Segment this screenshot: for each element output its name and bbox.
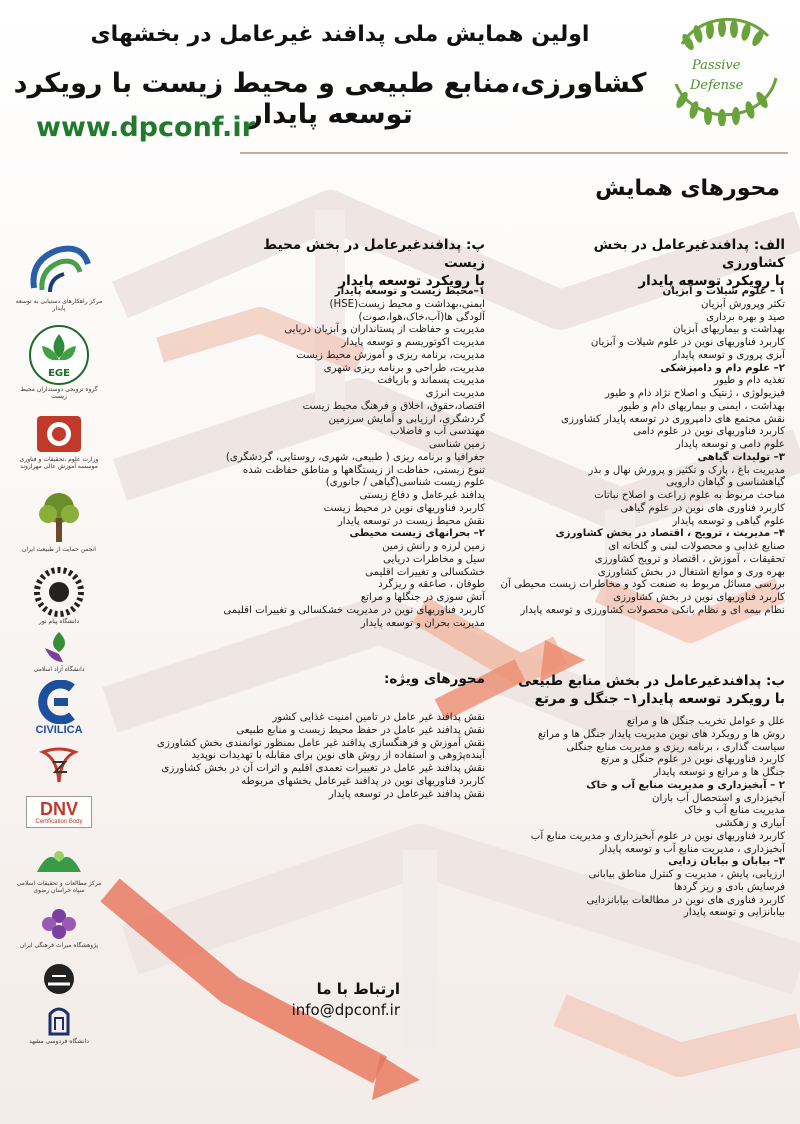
topic-item: ۳– تولیدات گیاهی — [697, 451, 785, 463]
topic-item: روش ها و رویکرد های نوین مدیریت پایدار جنگل ها و مراتع — [537, 728, 785, 740]
topic-item: نقش پدافند غیر عامل در تامین امنیت غذایی کشور — [272, 712, 485, 723]
tree-icon — [36, 490, 82, 546]
contact-email[interactable]: info@dpconf.ir — [291, 1001, 400, 1019]
ministry-emblem-icon — [33, 412, 85, 456]
topic-item: نقش آموزش و فرهنگسازی پدافند غیر عامل بمنظور توانمندی بخش کشاورزی — [156, 737, 485, 749]
topic-item: گیاهشناسی و گیاهان دارویی — [666, 477, 785, 489]
topic-item: ۲– علوم دام و دامپزشکی — [660, 362, 785, 374]
section-heading-line: با رویکرد توسعه پایدار — [338, 273, 485, 289]
topic-item: مدیریت بحران و توسعه پایدار — [360, 617, 485, 629]
section-heading-line: با رویکرد توسعه پایدار — [638, 273, 785, 289]
topic-item: تنوع زیستی، حفاظت از زیستگاهها و مناطق حفاظت شده — [242, 464, 485, 476]
section-agriculture-heading — [540, 236, 785, 290]
sponsor-caption: مرکز مطالعات و تحقیقات اسلامی سپاه خراسان رضوی — [16, 880, 102, 894]
topic-item: فرسایش بادی و ریز گردها — [673, 881, 785, 893]
special-topics-list — [110, 712, 485, 801]
topic-item: آبیاری و زهکشی — [715, 818, 785, 829]
logo-text-passive: Passive — [692, 58, 741, 73]
topic-item: جنگل ها و مراتع و توسعه پایدار — [653, 767, 785, 778]
azad-emblem-icon — [39, 630, 79, 666]
topic-item: کاربرد فناوری های نوین در علوم گیاهی — [620, 502, 785, 514]
topic-item: تغذیه دام و طیور — [713, 375, 785, 387]
topic-item: ۴– مدیریت ، ترویج ، اقتصاد در بخش کشاورزی — [555, 528, 785, 540]
topic-item: زمین شناسی — [428, 439, 485, 450]
topic-item: ۲ – آبخیزداری و مدیریت منابع آب و خاک — [586, 779, 785, 791]
sponsor-sidebar — [14, 240, 104, 1045]
sponsor-caption: گروه ترویجی دوستداران محیط زیست — [20, 386, 98, 400]
topic-item: بهداشت ، ایمنی و بیماریهای دام و طیور — [618, 400, 785, 412]
section-special-topics-heading — [260, 670, 485, 688]
topic-item: نقش مجتمع های دامپروری در توسعه پایدار کشاورزی — [561, 413, 785, 425]
sponsor-logo-nature-society — [14, 490, 104, 553]
sponsor-logo-ministry — [14, 412, 104, 470]
topic-item: مهندسی آب و فاضلاب — [390, 426, 485, 438]
ege-logo-text: EGE — [48, 368, 70, 379]
topic-item: آتش سوزی در جنگلها و مراتع — [360, 592, 485, 603]
topic-item: ارزیابی، پایش ، مدیریت و کنترل مناطق بیابانی — [588, 869, 785, 880]
sponsor-logo-civilica — [14, 680, 104, 736]
topic-item: آبخیزداری و استحصال آب باران — [651, 792, 785, 804]
environment-topics-list — [190, 286, 485, 630]
topic-item: ۲– بحرانهای زیست محیطی — [349, 528, 485, 540]
topic-item: آینده‌پژوهی و استفاده از روش های نوین برای مقابله با تهدیدات نوپدید — [191, 750, 485, 762]
sponsor-caption: دانشگاه پیام نور — [38, 618, 80, 625]
topic-item: گردشگری، ارزیابی و آمایش سرزمین — [328, 413, 485, 425]
topic-item: صید و بهره برداری — [706, 311, 785, 323]
topic-item: بهره وری و موانع اشتغال در بخش کشاورزی — [597, 566, 785, 578]
section-heading-line: محورهای ویژه: — [383, 671, 485, 687]
topic-item: مدیریت باغ ، پارک و تکثیر و پرورش نهال و بذر — [588, 464, 785, 476]
payame-noor-emblem-icon — [33, 566, 85, 618]
topic-item: مدیریت، برنامه ریزی و آموزش محیط زیست — [296, 349, 485, 361]
dnv-text: DNV — [39, 799, 78, 819]
topic-item: ۳– بیابان و بیابان زدایی — [668, 856, 785, 868]
topic-item: آبزی پروری و توسعه پایدار — [672, 349, 785, 361]
section-natural-resources-heading — [470, 672, 785, 708]
topic-item: جغرافیا و برنامه ریزی ( طبیعی، شهری، روستایی، گردشگری) — [225, 451, 485, 463]
topic-item: بیابانزایی و توسعه پایدار — [683, 907, 785, 919]
topic-item: مدیریت اکوتوریسم و توسعه پایدار — [341, 337, 485, 348]
heritage-flower-icon — [38, 906, 80, 942]
topic-item: نقش پدافند غیر عامل در حفظ محیط زیست و منابع طبیعی — [236, 724, 485, 736]
topic-item: نظام بیمه ای و نظام بانکی محصولات کشاورزی و توسعه پایدار — [520, 604, 785, 616]
topic-item: سیاست گذاری ، برنامه ریزی و مدیریت منابع جنگلی — [566, 741, 785, 753]
topic-item: نقش پدافند غیر عامل در تغییرات تعمدی اقلیم و اثرات آن در بخش کشاورزی — [161, 763, 485, 774]
topic-item: نقش پدافند غیرعامل در توسعه پایدار — [328, 788, 485, 800]
oval-emblem-icon — [42, 962, 76, 996]
topic-item: بررسی مسائل مربوط به صنعت کود و مخاطرات زیست محیطی آن — [500, 579, 785, 591]
sponsor-logo-oval — [14, 962, 104, 996]
civilica-c-icon — [30, 680, 88, 724]
sponsor-logo-phoenix — [14, 742, 104, 786]
sponsor-logo-sustainable-dev — [14, 240, 104, 312]
topic-item: کاربرد فناوریهای نوین در مدیریت خشکسالی و تغییرات اقلیمی — [223, 604, 485, 616]
topic-item: علوم دامی و توسعه پایدار — [675, 439, 785, 450]
section-heading-line: پ: پدافندغیرعامل در بخش محیط زیست — [263, 237, 485, 271]
conference-title-line1: اولین همایش ملی پدافند غیرعامل در بخشهای — [90, 22, 590, 47]
topic-item: ۱–محیط زیست و توسعه پایدار — [334, 286, 485, 297]
conference-topics-heading: محورهای همایش — [595, 176, 780, 201]
natural-resources-topics-list — [520, 716, 785, 920]
topic-item: کاربرد فناوریهای نوین در بخش کشاورزی — [613, 592, 785, 603]
topic-item: ایمنی،بهداشت و محیط زیست(HSE) — [329, 298, 485, 310]
sponsor-caption: مرکز راهکارهای دستیابی به توسعه پایدار — [15, 298, 103, 312]
swirl-logo-icon — [24, 240, 94, 298]
topic-item: آلودگی ها(آب،خاک،هوا،صوت) — [358, 311, 485, 323]
sponsor-logo-ferdowsi — [14, 1004, 104, 1045]
topic-item: علوم گیاهی و توسعه پایدار — [672, 515, 785, 527]
topic-item: مباحث مربوط به علوم زراعت و اصلاح نباتات — [594, 490, 785, 501]
sponsor-caption: پژوهشگاه میراث فرهنگی ایران — [19, 942, 99, 949]
contact-title: ارتباط با ما — [316, 980, 400, 998]
civilica-label: CIVILICA — [35, 724, 83, 736]
topic-item: کاربرد فناوریهای نوین در محیط زیست — [323, 502, 485, 514]
topic-item: بهداشت و بیماریهای آبزیان — [672, 324, 785, 336]
topic-item: مدیریت منابع آب و خاک — [684, 805, 785, 817]
topic-item: تکثر وپرورش آبزیان — [701, 298, 785, 310]
topic-item: کاربرد فناوریهای نوین در علوم آبخیزداری و مدیریت منابع آب — [530, 830, 785, 842]
sponsor-logo-azad-university — [14, 630, 104, 673]
topic-item: زمین لرزه و رانش زمین — [382, 541, 485, 552]
topic-item: فیزیولوژی ، ژنتیک و اصلاح نژاد دام و طیور — [605, 388, 785, 399]
dnv-subtext: Certification Body — [35, 819, 83, 825]
topic-item: پدافند غیرعامل و دفاع زیستی — [359, 490, 485, 501]
sponsor-caption: انجمن حمایت از طبیعت ایران — [22, 546, 96, 553]
header-divider — [240, 152, 788, 154]
islamic-studies-emblem-icon — [31, 844, 87, 880]
sponsor-caption: دانشگاه فردوسی مشهد — [29, 1038, 89, 1045]
logo-text-defense: Defense — [690, 78, 744, 93]
topic-item: کاربرد فناوریهای نوین در پدافند غیرعامل بخشهای مربوطه — [241, 775, 485, 787]
topic-item: نقش محیط زیست در توسعه پایدار — [337, 515, 485, 527]
topic-item: کاربرد فناوریهای نوین در علوم دامی — [632, 426, 785, 438]
ege-leaf-icon — [28, 324, 90, 386]
topic-item: مدیریت انرژی — [425, 388, 485, 399]
topic-item: علوم زیست شناسی(گیاهی / جانوری) — [325, 477, 485, 489]
conference-title-line2: کشاورزی،منابع طبیعی و محیط زیست با رویکرد توسعه پایدار — [13, 68, 647, 130]
sponsor-logo-islamic-studies — [14, 844, 104, 894]
topic-item: کاربرد فناوری های نوین در مطالعات بیابانزدایی — [586, 894, 785, 906]
topic-item: ۱ – علوم شیلات و آبزیان — [662, 286, 785, 297]
sponsor-logo-ege — [14, 324, 104, 400]
ferdowsi-emblem-icon — [46, 1004, 72, 1038]
section-environment-heading — [230, 236, 485, 290]
topic-item: طوفان ، صاعقه و ریزگرد — [378, 579, 485, 591]
phoenix-icon — [39, 742, 79, 786]
topic-item: کاربرد فناوریهای نوین در علوم جنگل و مرتع — [600, 754, 785, 766]
topic-item: خشکسالی و تغییرات اقلیمی — [365, 566, 485, 578]
sponsor-logo-dnv — [14, 796, 104, 828]
topic-item: مدیریت و حفاظت از پستانداران و آبزیان دریایی — [284, 324, 485, 336]
topic-item: تحقیقات ، آموزش ، اقتصاد و ترویج کشاورزی — [594, 553, 785, 565]
section-heading-line: الف: پدافندغیرعامل در بخش کشاورزی — [593, 237, 785, 271]
section-heading-line: با رویکرد توسعه پایدار۱– جنگل و مرتع — [534, 691, 785, 707]
sponsor-caption: وزارت علوم ،تحقیقات و فناوری موسسه آموزش عالی مهراروند — [19, 456, 99, 470]
topic-item: سیل و مخاطرات دریایی — [383, 553, 485, 565]
topic-item: مدیریت پسماند و بازیافت — [377, 375, 485, 387]
topic-item: مدیریت، طراحی و برنامه ریزی شهری — [323, 362, 485, 374]
section-heading-line: ب: پدافندغیرعامل در بخش منابع طبیعی — [518, 673, 785, 689]
sponsor-caption: دانشگاه آزاد اسلامی — [33, 666, 85, 673]
sponsor-logo-heritage — [14, 906, 104, 949]
topic-item: اقتصاد،حقوق، اخلاق و فرهنگ محیط زیست — [302, 400, 485, 412]
topic-item: علل و عوامل تخریب جنگل ها و مراتع — [626, 716, 785, 727]
sponsor-logo-payame-noor — [14, 566, 104, 625]
website-url[interactable]: www.dpconf.ir — [36, 112, 255, 143]
topic-item: کاربرد فناوریهای نوین در علوم شیلات و آبزیان — [590, 337, 785, 348]
topic-item: آبخیزداری ، مدیریت منابع آب و توسعه پایدار — [599, 843, 785, 855]
topic-item: صنایع غذایی و محصولات لبنی و گلخانه ای — [608, 541, 785, 552]
